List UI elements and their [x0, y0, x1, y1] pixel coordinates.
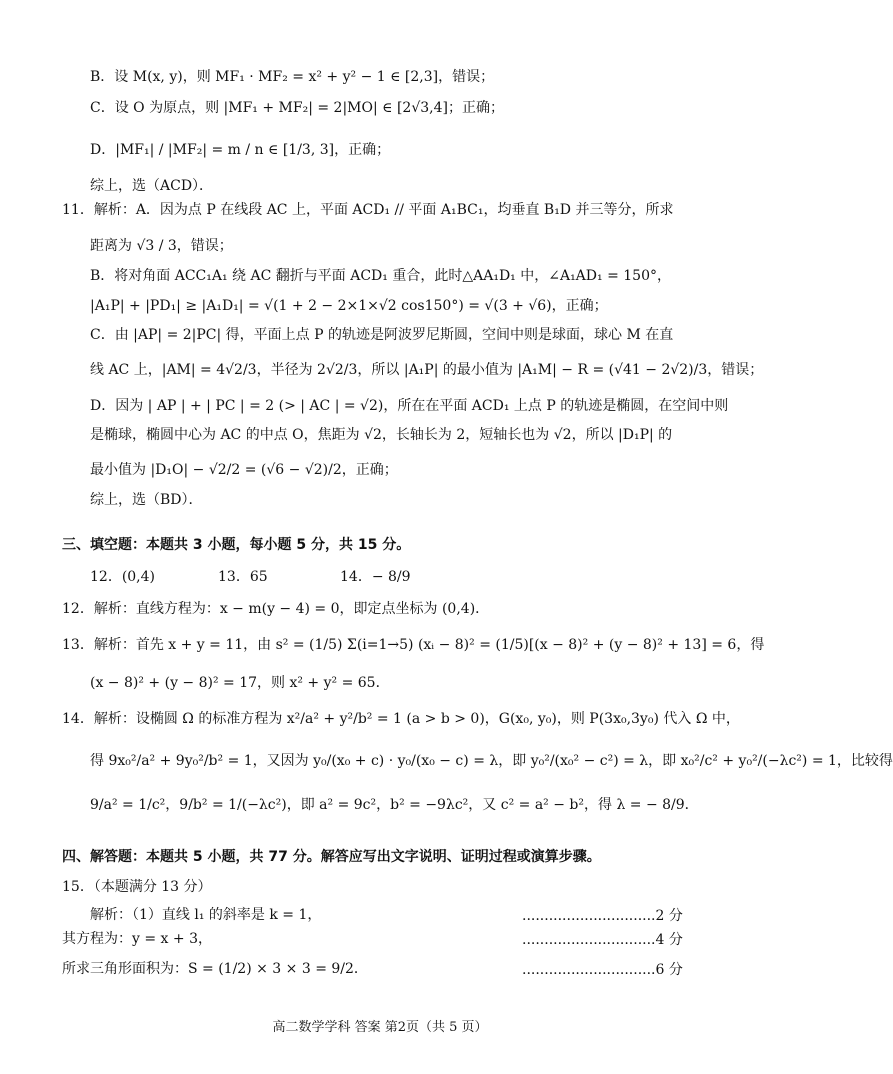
q12-solution: 12．解析：直线方程为：x − m(y − 4) = 0，即定点坐标为 (0,4)． [62, 601, 490, 617]
q11-a-line1: 11．解析：A．因为点 P 在线段 AC 上，平面 ACD₁ // 平面 A₁BC₁，均垂直 B₁D 并三等分，所求 [62, 202, 674, 218]
q14-line2: 得 9x₀²/a² + 9y₀²/b² = 1，又因为 y₀/(x₀ + c) · y₀/(x₀ − c) = λ，即 y₀²/(x₀² − c²) = λ，即 x₀²/c² + y₀²/(−λc²) = 1，比较得 [90, 753, 893, 769]
answer-12: 12．(0,4) [90, 569, 156, 585]
q11-a-line2: 距离为 √3 / 3，错误； [90, 238, 233, 254]
q14-line1: 14．解析：设椭圆 Ω 的标准方程为 x²/a² + y²/b² = 1 (a > b > 0)，G(x₀, y₀)，则 P(3x₀,3y₀) 代入 Ω 中， [62, 711, 740, 727]
q15-header: 15．（本题满分 13 分） [62, 879, 212, 895]
q11-d-line1: D．因为 | AP | + | PC | = 2 (> | AC | = √2)，所在在平面 ACD₁ 上点 P 的轨迹是椭圆，在空间中则 [90, 398, 729, 414]
section3-title: 三、填空题：本题共 3 小题，每小题 5 分，共 15 分。 [62, 537, 411, 553]
q15-step1: 解析：（1）直线 l₁ 的斜率是 k = 1， [90, 907, 322, 923]
q10-option-d: D．|MF₁| / |MF₂| = m / n ∈ [1/3, 3]，正确； [90, 142, 391, 158]
page-footer: 高二数学学科 答案 第2页（共 5 页） [272, 1020, 488, 1035]
q10-summary: 综上，选（ACD）． [90, 178, 214, 194]
q11-d-line3: 最小值为 |D₁O| − √2/2 = (√6 − √2)/2，正确； [90, 462, 398, 478]
answer-13: 13．65 [218, 569, 268, 585]
answer-14: 14．− 8/9 [340, 569, 411, 585]
q15-step3: 所求三角形面积为：S = (1/2) × 3 × 3 = 9/2． [62, 961, 368, 977]
q15-step3-points: ..............................6 分 [522, 962, 683, 978]
q11-d-line2: 是椭球，椭圆中心为 AC 的中点 O，焦距为 √2，长轴长为 2，短轴长也为 √2，所以 |D₁P| 的 [90, 427, 673, 443]
q11-b-line1: B．将对角面 ACC₁A₁ 绕 AC 翻折与平面 ACD₁ 重合，此时△AA₁D₁ 中，∠A₁AD₁ = 150°， [90, 268, 671, 284]
q14-line3: 9/a² = 1/c²，9/b² = 1/(−λc²)，即 a² = 9c²，b² = −9λc²，又 c² = a² − b²，得 λ = − 8/9． [90, 797, 699, 813]
q10-option-c: C．设 O 为原点，则 |MF₁ + MF₂| = 2|MO| ∈ [2√3,4]；正确； [90, 100, 504, 116]
q15-step1-points: ..............................2 分 [522, 908, 683, 924]
q11-b-line2: |A₁P| + |PD₁| ≥ |A₁D₁| = √(1 + 2 − 2×1×√2 cos150°) = √(3 + √6)，正确； [90, 298, 608, 314]
q11-summary: 综上，选（BD）． [90, 492, 203, 508]
section4-title: 四、解答题：本题共 5 小题，共 77 分。解答应写出文字说明、证明过程或演算步骤。 [62, 849, 601, 865]
q11-c-line2: 线 AC 上，|AM| = 4√2/3，半径为 2√2/3，所以 |A₁P| 的最小值为 |A₁M| − R = (√41 − 2√2)/3，错误； [90, 362, 764, 378]
q15-step2-points: ..............................4 分 [522, 932, 683, 948]
q15-step2: 其方程为：y = x + 3， [62, 931, 212, 947]
q11-c-line1: C．由 |AP| = 2|PC| 得，平面上点 P 的轨迹是阿波罗尼斯圆，空间中则是球面，球心 M 在直 [90, 327, 674, 343]
q10-option-b: B．设 M(x, y)，则 MF₁ · MF₂ = x² + y² − 1 ∈ [2,3]，错误； [90, 69, 495, 85]
q13-line2: (x − 8)² + (y − 8)² = 17，则 x² + y² = 65． [90, 675, 390, 691]
q13-line1: 13．解析：首先 x + y = 11，由 s² = (1/5) Σ(i=1→5) (xᵢ − 8)² = (1/5)[(x − 8)² + (y − 8)² + 13] = 6，得 [62, 637, 765, 653]
